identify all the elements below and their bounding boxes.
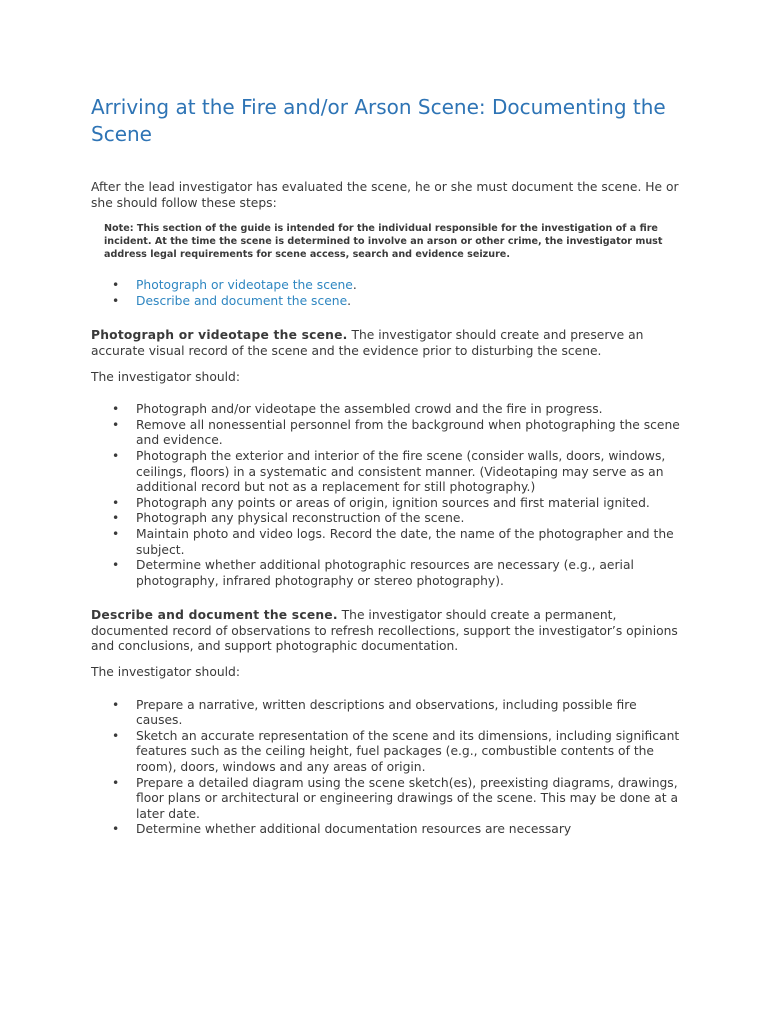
list-item bbox=[91, 822, 683, 838]
page-title: Arriving at the Fire and/or Arson Scene: Documenting the Scene bbox=[91, 95, 666, 146]
list-item-text: Maintain photo and video logs. Record the date, the name of the photographer and the subject. bbox=[136, 526, 674, 557]
toc-suffix: . bbox=[347, 293, 352, 308]
intro-paragraph: After the lead investigator has evaluated the scene, he or she must document the scene. He or she should follow these steps: bbox=[91, 180, 679, 210]
bullet-icon: • bbox=[112, 293, 120, 308]
section-lead-heading: Photograph or videotape the scene. bbox=[91, 328, 348, 343]
list-item bbox=[91, 527, 683, 558]
list-item-text: Prepare a narrative, written descriptions and observations, including possible fire causes. bbox=[136, 697, 637, 728]
list-item-text: Sketch an accurate representation of the scene and its dimensions, including significant features such as the ceiling height, fuel packages (e.g., combustible contents of the room), doors, windows and any areas of origin. bbox=[136, 728, 680, 775]
bullet-icon: • bbox=[112, 558, 120, 573]
photograph-steps-list bbox=[91, 402, 683, 589]
document-page bbox=[91, 94, 683, 838]
toc-item bbox=[91, 294, 683, 310]
toc-link-photograph[interactable]: Photograph or videotape the scene bbox=[136, 278, 353, 293]
list-item bbox=[91, 402, 683, 418]
bullet-icon: • bbox=[112, 697, 120, 712]
section-describe-intro bbox=[91, 608, 683, 655]
list-item bbox=[91, 558, 683, 589]
bullet-icon: • bbox=[112, 511, 120, 526]
list-item-text: Prepare a detailed diagram using the scene sketch(es), preexisting diagrams, drawings, floor plans or architectural or engineering drawings of the scene. This may be done at a later date. bbox=[136, 775, 679, 821]
bullet-icon: • bbox=[112, 728, 120, 743]
bullet-icon: • bbox=[112, 402, 120, 417]
toc-item bbox=[91, 278, 683, 294]
toc-suffix: . bbox=[352, 278, 357, 293]
bullet-icon: • bbox=[112, 822, 120, 837]
list-item bbox=[91, 698, 683, 729]
list-item bbox=[91, 496, 683, 512]
section-lead-heading: Describe and document the scene. bbox=[91, 608, 338, 623]
investigator-should-label: The investigator should: bbox=[91, 665, 241, 680]
bullet-icon: • bbox=[112, 495, 120, 510]
list-item-text: Remove all nonessential personnel from the background when photographing the scene and evidence. bbox=[136, 417, 680, 448]
investigator-should-label: The investigator should: bbox=[91, 369, 241, 384]
list-item bbox=[91, 776, 683, 823]
section-body-text: The investigator should create a permanent, documented record of observations to refresh recollections, support the investigator’s opinions and conclusions, and support photographic documentation. bbox=[91, 608, 678, 654]
bullet-icon: • bbox=[112, 526, 120, 541]
list-item bbox=[91, 511, 683, 527]
bullet-icon: • bbox=[112, 448, 120, 463]
note-paragraph: Note: This section of the guide is intended for the individual responsible for the investigation of a fire incident. At the time the scene is determined to involve an arson or other crime, the investigator must address legal requirements for scene access, search and evidence seizure. bbox=[104, 223, 663, 261]
section-photograph-intro bbox=[91, 328, 683, 359]
toc-list bbox=[91, 278, 683, 309]
document-steps-list bbox=[91, 698, 683, 838]
list-item bbox=[91, 449, 683, 496]
list-item-text: Determine whether additional documentation resources are necessary bbox=[136, 822, 572, 837]
list-item-text: Determine whether additional photographic resources are necessary (e.g., aerial photography, infrared photography or stereo photography). bbox=[136, 558, 634, 588]
bullet-icon: • bbox=[112, 278, 120, 293]
list-item bbox=[91, 418, 683, 449]
section-body-text: The investigator should create and preserve an accurate visual record of the scene and the evidence prior to disturbing the scene. bbox=[91, 328, 644, 358]
list-item-text: Photograph the exterior and interior of the fire scene (consider walls, doors, windows, ceilings, floors) in a systematic and consistent manner. (Videotaping may serve as an additional record but not as a replacement for still photography.) bbox=[136, 448, 666, 495]
bullet-icon: • bbox=[112, 775, 120, 790]
list-item bbox=[91, 729, 683, 776]
list-item-text: Photograph and/or videotape the assembled crowd and the fire in progress. bbox=[136, 402, 603, 417]
list-item-text: Photograph any points or areas of origin, ignition sources and first material ignited. bbox=[136, 495, 650, 510]
list-item-text: Photograph any physical reconstruction of the scene. bbox=[136, 511, 465, 526]
bullet-icon: • bbox=[112, 417, 120, 432]
toc-link-describe[interactable]: Describe and document the scene bbox=[136, 293, 348, 308]
